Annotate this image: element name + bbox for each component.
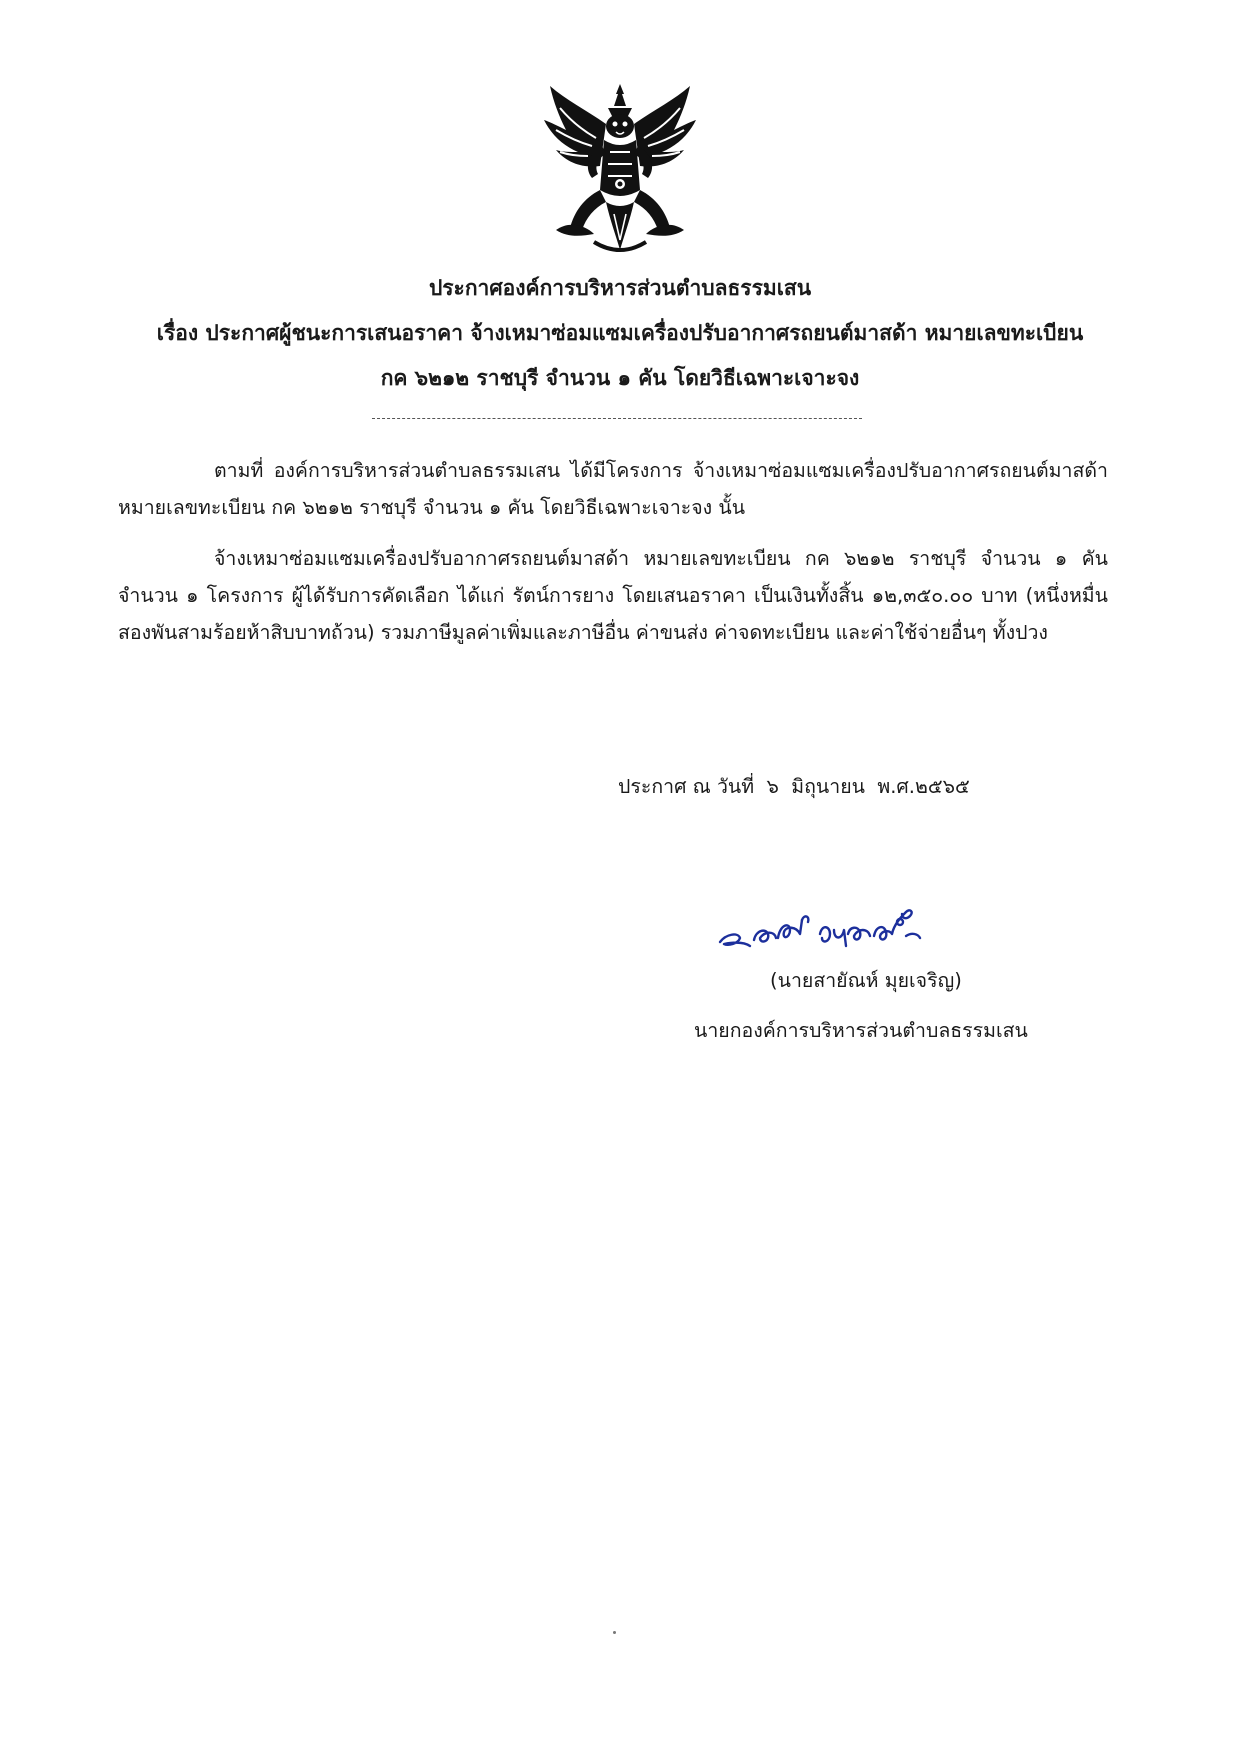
announcement-date: ประกาศ ณ วันที่ ๖ มิถุนายน พ.ศ.๒๕๖๕ (618, 775, 970, 798)
subject-line: เรื่อง ประกาศผู้ชนะการเสนอราคา จ้างเหมาซ่อมแซมเครื่องปรับอากาศรถยนต์มาสด้า หมายเลขทะเบียน (156, 321, 1084, 345)
paragraph-1-text: ตามที่ องค์การบริหารส่วนตำบลธรรมเสน ได้มีโครงการ จ้างเหมาซ่อมแซมเครื่องปรับอากาศรถยนต์มาสด้า หมายเลขทะเบียน กค ๖๒๑๒ ราชบุรี จำนวน ๑ คัน โดยวิธีเฉพาะเจาะจง นั้น (118, 459, 1108, 519)
signatory-name: (นายสายัณห์ มุยเจริญ) (770, 969, 962, 992)
garuda-emblem-icon (536, 80, 704, 258)
handwritten-signature-icon (716, 894, 956, 960)
announcement-heading: ประกาศองค์การบริหารส่วนตำบลธรรมเสน (428, 276, 812, 300)
header-separator (372, 418, 862, 419)
subject-line-continued: กค ๖๒๑๒ ราชบุรี จำนวน ๑ คัน โดยวิธีเฉพาะเจาะจง (380, 366, 860, 390)
body-paragraph-1 (118, 452, 1108, 526)
paragraph-2-text: จ้างเหมาซ่อมแซมเครื่องปรับอากาศรถยนต์มาสด้า หมายเลขทะเบียน กค ๖๒๑๒ ราชบุรี จำนวน ๑ คัน จำนวน ๑ โครงการ ผู้ได้รับการคัดเลือก ได้แก่ รัตน์การยาง โดยเสนอราคา เป็นเงินทั้งสิ้น ๑๒,๓๕๐.๐๐ บาท (หนึ่งหมื่นสองพันสามร้อยห้าสิบบาทถ้วน) รวมภาษีมูลค่าเพิ่มและภาษีอื่น ค่าขนส่ง ค่าจดทะเบียน และค่าใช้จ่ายอื่นๆ ทั้งปวง (118, 547, 1108, 644)
signatory-position: นายกองค์การบริหารส่วนตำบลธรรมเสน (694, 1019, 1028, 1042)
scan-speck (613, 1631, 616, 1634)
body-paragraph-2 (118, 540, 1108, 651)
